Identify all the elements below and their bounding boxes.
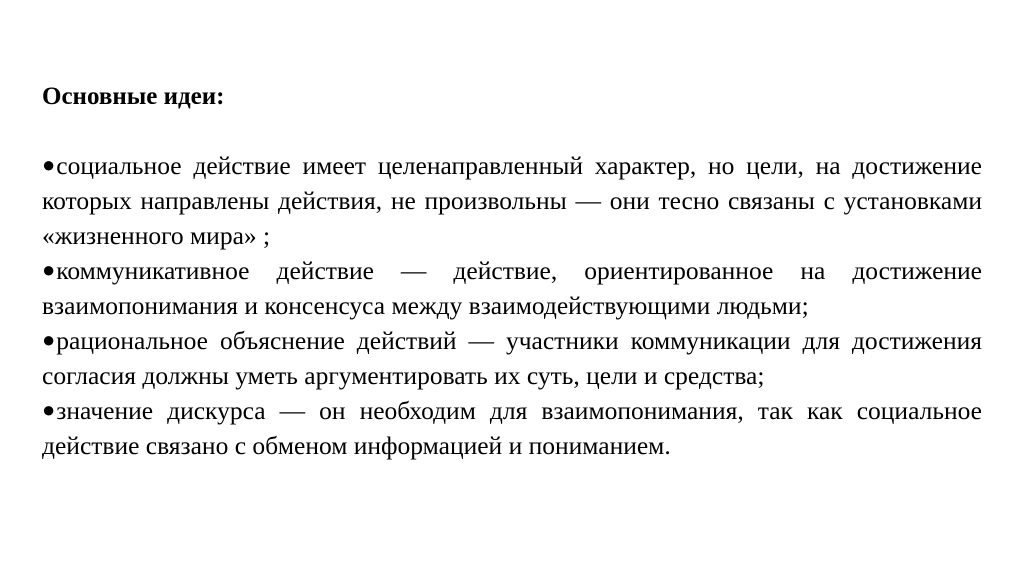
slide-heading: Основные идеи: (42, 83, 225, 110)
bullet-icon: ● (42, 397, 56, 422)
list-item (42, 253, 982, 323)
list-item-text: коммуникативное действие — действие, ориентированное на достижение взаимопонимания и консенсуса между взаимодействующими людьми; (42, 256, 982, 320)
list-item (42, 148, 982, 253)
list-item-text: социальное действие имеет целенаправленный характер, но цели, на достижение которых направлены действия, не произвольны — они тесно связаны с установками «жизненного мира» ; (42, 151, 982, 250)
bullet-list (42, 148, 982, 463)
bullet-icon: ● (42, 327, 56, 352)
list-item-text: значение дискурса — он необходим для взаимопонимания, так как социальное действие связано с обменом информацией и пониманием. (42, 396, 982, 460)
list-item (42, 323, 982, 393)
list-item-text: рациональное объяснение действий — участники коммуникации для достижения согласия должны уметь аргументировать их суть, цели и средства; (42, 326, 982, 390)
list-item (42, 393, 982, 463)
bullet-icon: ● (42, 257, 56, 282)
bullet-icon: ● (42, 152, 56, 177)
